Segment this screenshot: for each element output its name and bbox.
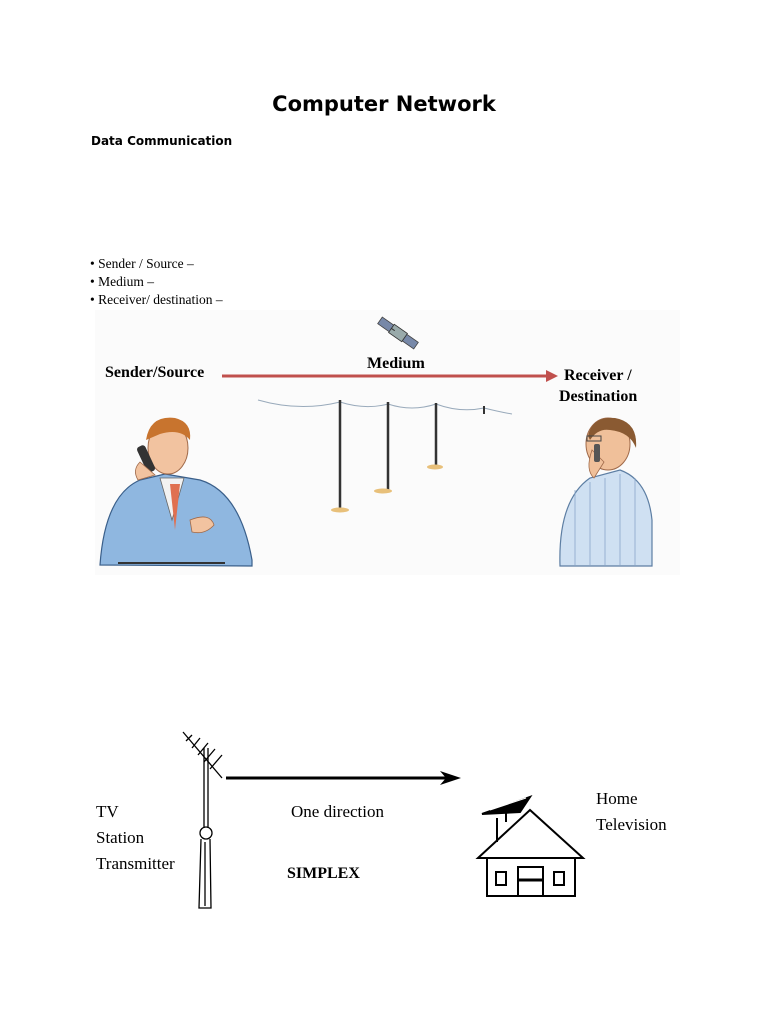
section-heading: Data Communication xyxy=(91,134,233,148)
simplex-label: SIMPLEX xyxy=(287,865,360,882)
home-label-line2: Television xyxy=(596,815,667,834)
receiver-label-line2: Destination xyxy=(559,388,638,405)
bullet-receiver: • Receiver/ destination – xyxy=(90,291,223,309)
home-television-house-icon xyxy=(478,797,583,896)
receiver-label-line1: Receiver / xyxy=(564,367,632,384)
one-direction-arrow xyxy=(226,771,461,785)
home-label-line1: Home xyxy=(596,789,638,808)
medium-label: Medium xyxy=(367,355,425,372)
transmitter-label-line2: Station xyxy=(96,828,145,847)
transmitter-label-line3: Transmitter xyxy=(96,854,175,873)
transmitter-label-line1: TV xyxy=(96,802,119,821)
tv-transmitter-tower-icon xyxy=(183,732,222,908)
bullet-sender: • Sender / Source – xyxy=(90,255,223,273)
direction-label: One direction xyxy=(291,802,384,821)
bullet-medium: • Medium – xyxy=(90,273,223,291)
sender-label: Sender/Source xyxy=(105,364,205,381)
page-title: Computer Network xyxy=(272,92,496,116)
